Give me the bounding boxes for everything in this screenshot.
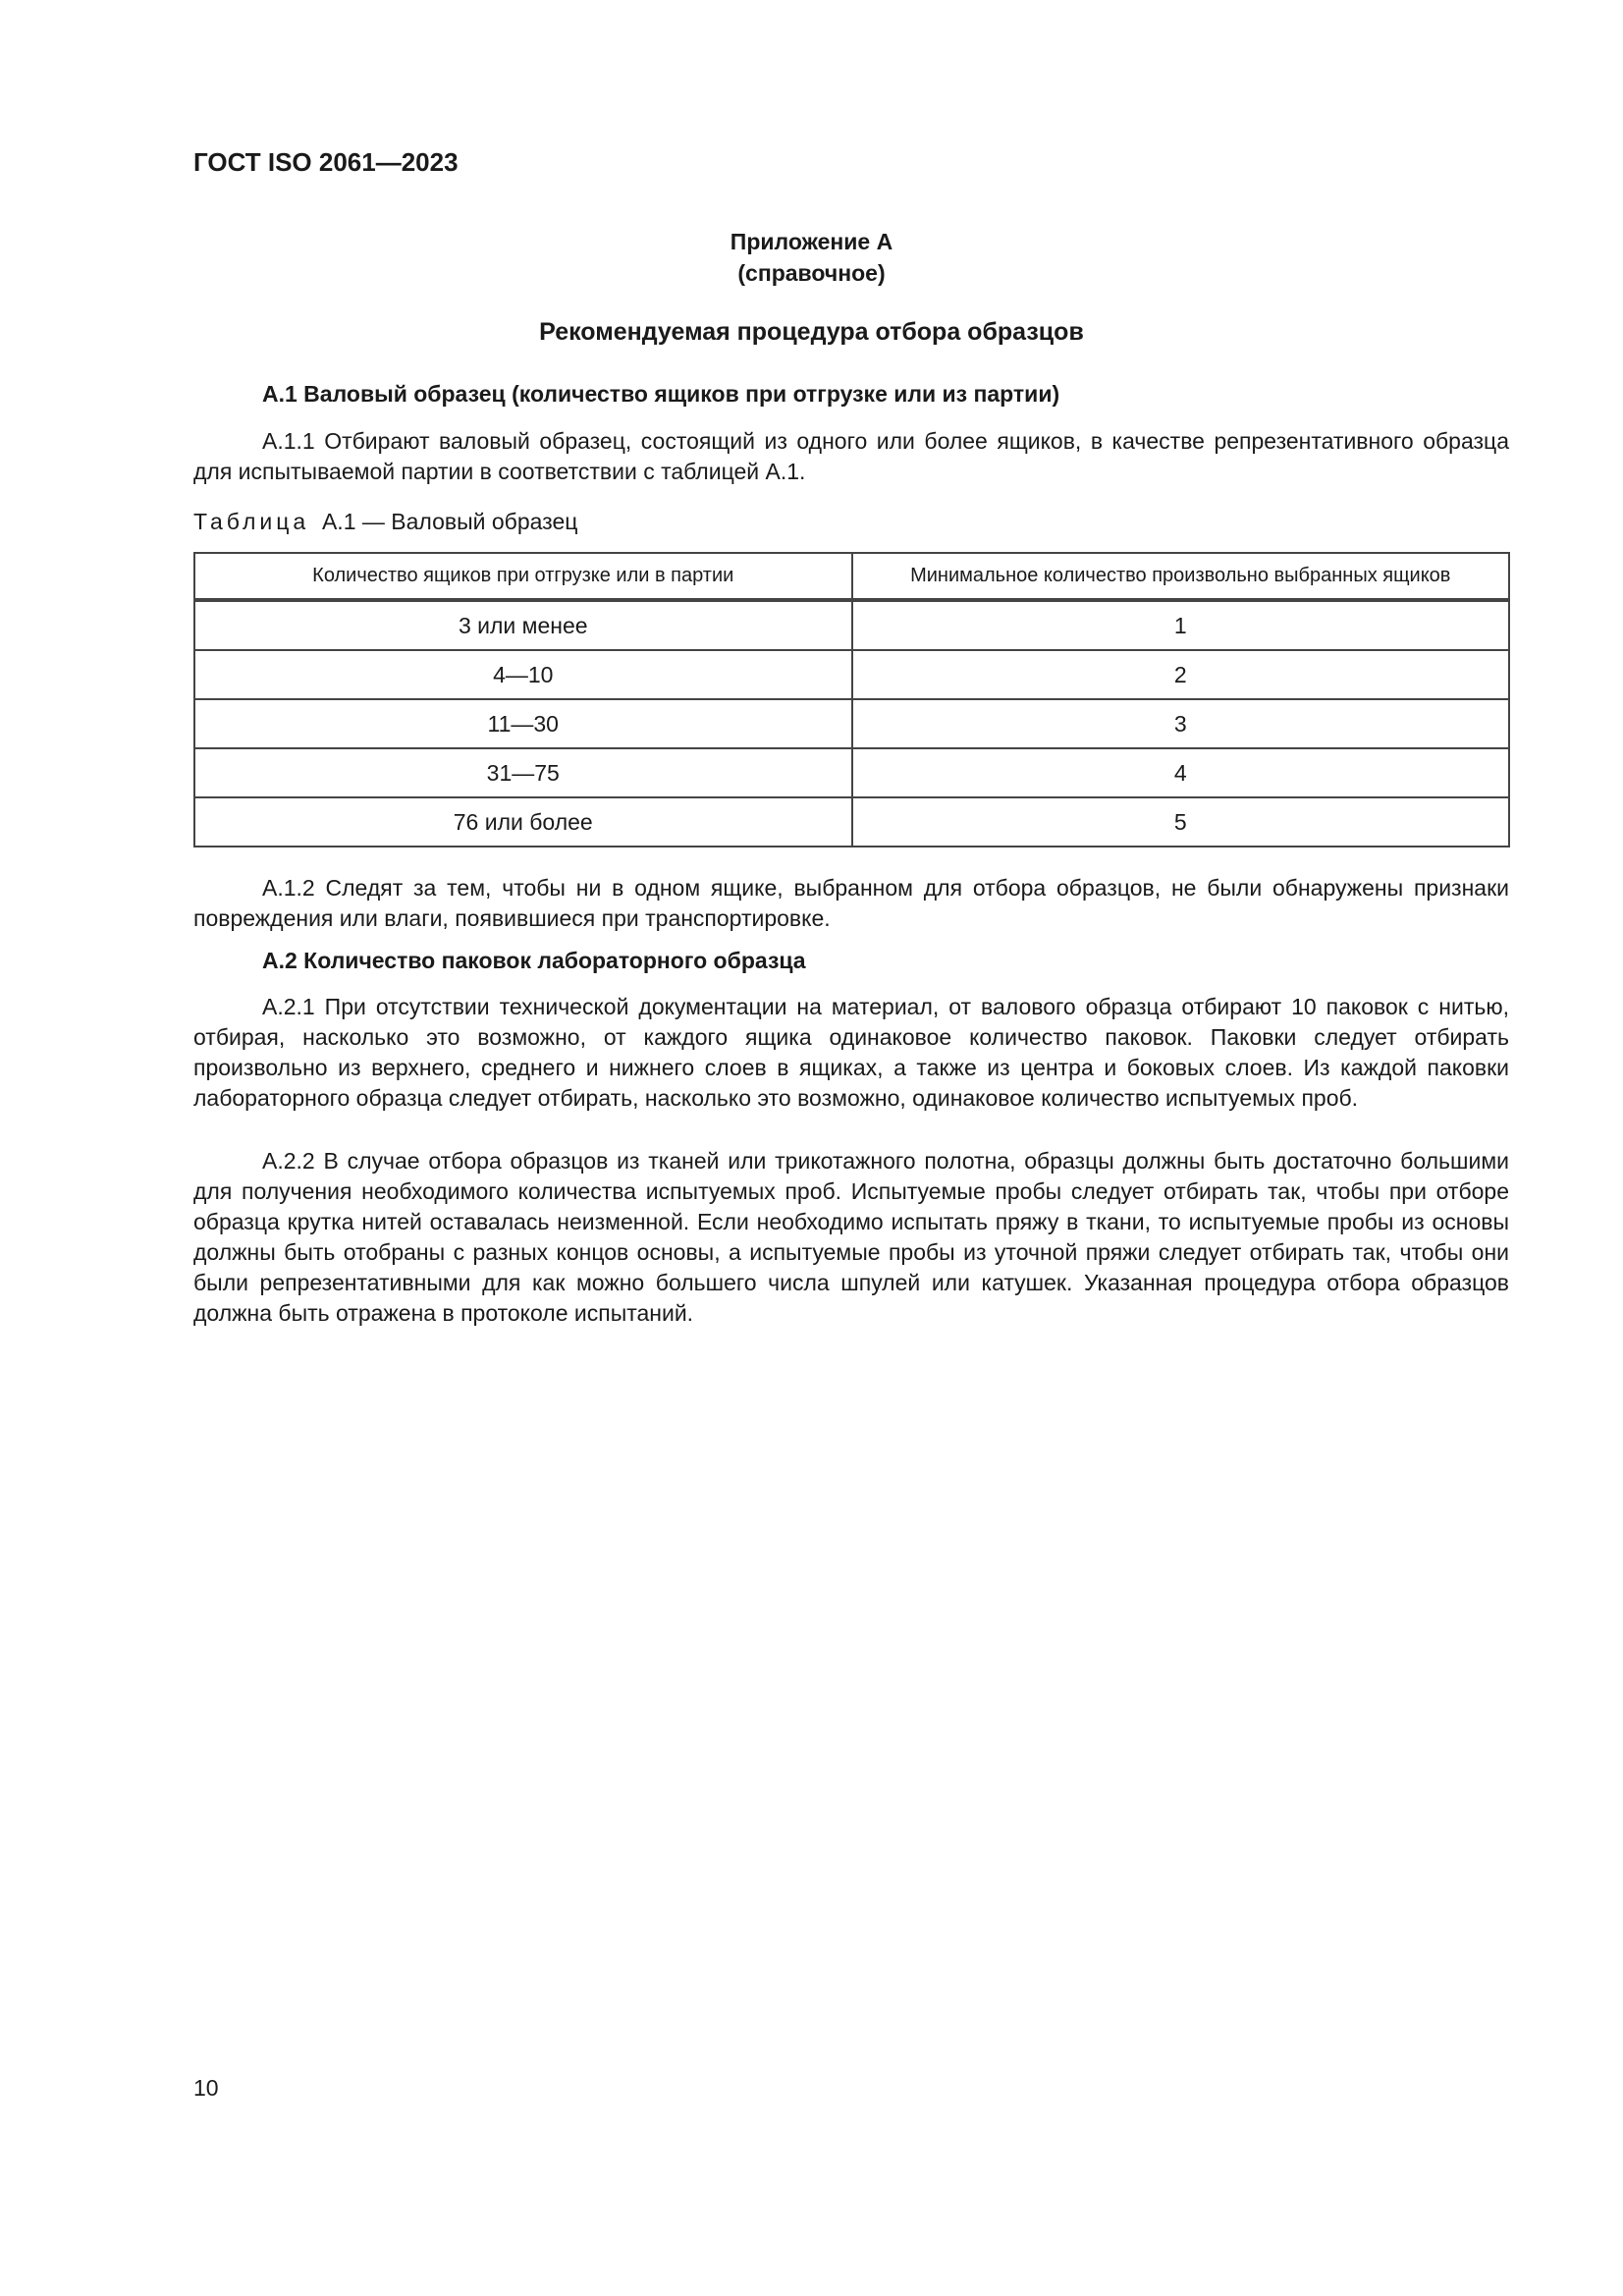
annex-label: Приложение А (730, 229, 893, 254)
table-cell: 4 (852, 748, 1510, 797)
table-cell: 11—30 (194, 699, 852, 748)
table-cell: 76 или более (194, 797, 852, 847)
table-cell: 2 (852, 650, 1510, 699)
table-header-cell: Минимальное количество произвольно выбранных ящиков (852, 553, 1510, 600)
annex-header (0, 226, 1623, 289)
paragraph-a1-2: А.1.2 Следят за тем, чтобы ни в одном ящике, выбранном для отбора образцов, не были обнаружены признаки повреждения или влаги, появившиеся при транспортировке. (193, 875, 1509, 931)
table-row (194, 699, 1509, 748)
table-cell: 31—75 (194, 748, 852, 797)
table-caption (193, 509, 577, 535)
doc-code: ГОСТ ISO 2061—2023 (193, 147, 459, 177)
table-header-row (194, 553, 1509, 600)
table-cell: 5 (852, 797, 1510, 847)
annex-type: (справочное) (737, 260, 886, 286)
table-cell: 4—10 (194, 650, 852, 699)
paragraph-a2-2: А.2.2 В случае отбора образцов из тканей или трикотажного полотна, образцы должны быть достаточно большими для получения необходимого количества испытуемых проб. Испытуемые пробы следует отбирать так, чтобы при отборе образца крутка нитей оставалась неизменной. Если необходимо испытать пряжу в ткани, то испытуемые пробы из основы должны быть отобраны с разных концов основы, а испытуемые пробы из уточной пряжи следует отбирать так, чтобы они были репрезентативными для как можно большего числа шпулей или катушек. Указанная процедура отбора образцов должна быть отражена в протоколе испытаний. (193, 1148, 1509, 1326)
sampling-table (193, 552, 1510, 847)
table-row (194, 748, 1509, 797)
paragraph-a2-1: А.2.1 При отсутствии технической документации на материал, от валового образца отбирают 10 паковок с нитью, отбирая, насколько это возможно, от каждого ящика одинаковое количество паковок. Паковки следует отбирать произвольно из верхнего, среднего и нижнего слоев в ящиках, а также из центра и боковых слоев. Из каждой паковки лабораторного образца следует отбирать, насколько это возможно, одинаковое количество испытуемых проб. (193, 994, 1509, 1111)
table-row (194, 797, 1509, 847)
table-cell: 1 (852, 600, 1510, 650)
table-cell: 3 (852, 699, 1510, 748)
table-header-cell: Количество ящиков при отгрузке или в партии (194, 553, 852, 600)
page-number: 10 (193, 2075, 219, 2101)
paragraph-a1-1: А.1.1 Отбирают валовый образец, состоящий из одного или более ящиков, в качестве репрезентативного образца для испытываемой партии в соответствии с таблицей А.1. (193, 428, 1509, 484)
table-cell: 3 или менее (194, 600, 852, 650)
section-a1-heading: А.1 Валовый образец (количество ящиков при отгрузке или из партии) (262, 381, 1060, 407)
annex-title: Рекомендуемая процедура отбора образцов (539, 318, 1084, 346)
table-caption-text: А.1 — Валовый образец (321, 509, 578, 534)
section-a2-heading: А.2 Количество паковок лабораторного образца (262, 948, 806, 973)
table-caption-prefix: Таблица (193, 509, 310, 534)
table-row (194, 650, 1509, 699)
table-row (194, 600, 1509, 650)
